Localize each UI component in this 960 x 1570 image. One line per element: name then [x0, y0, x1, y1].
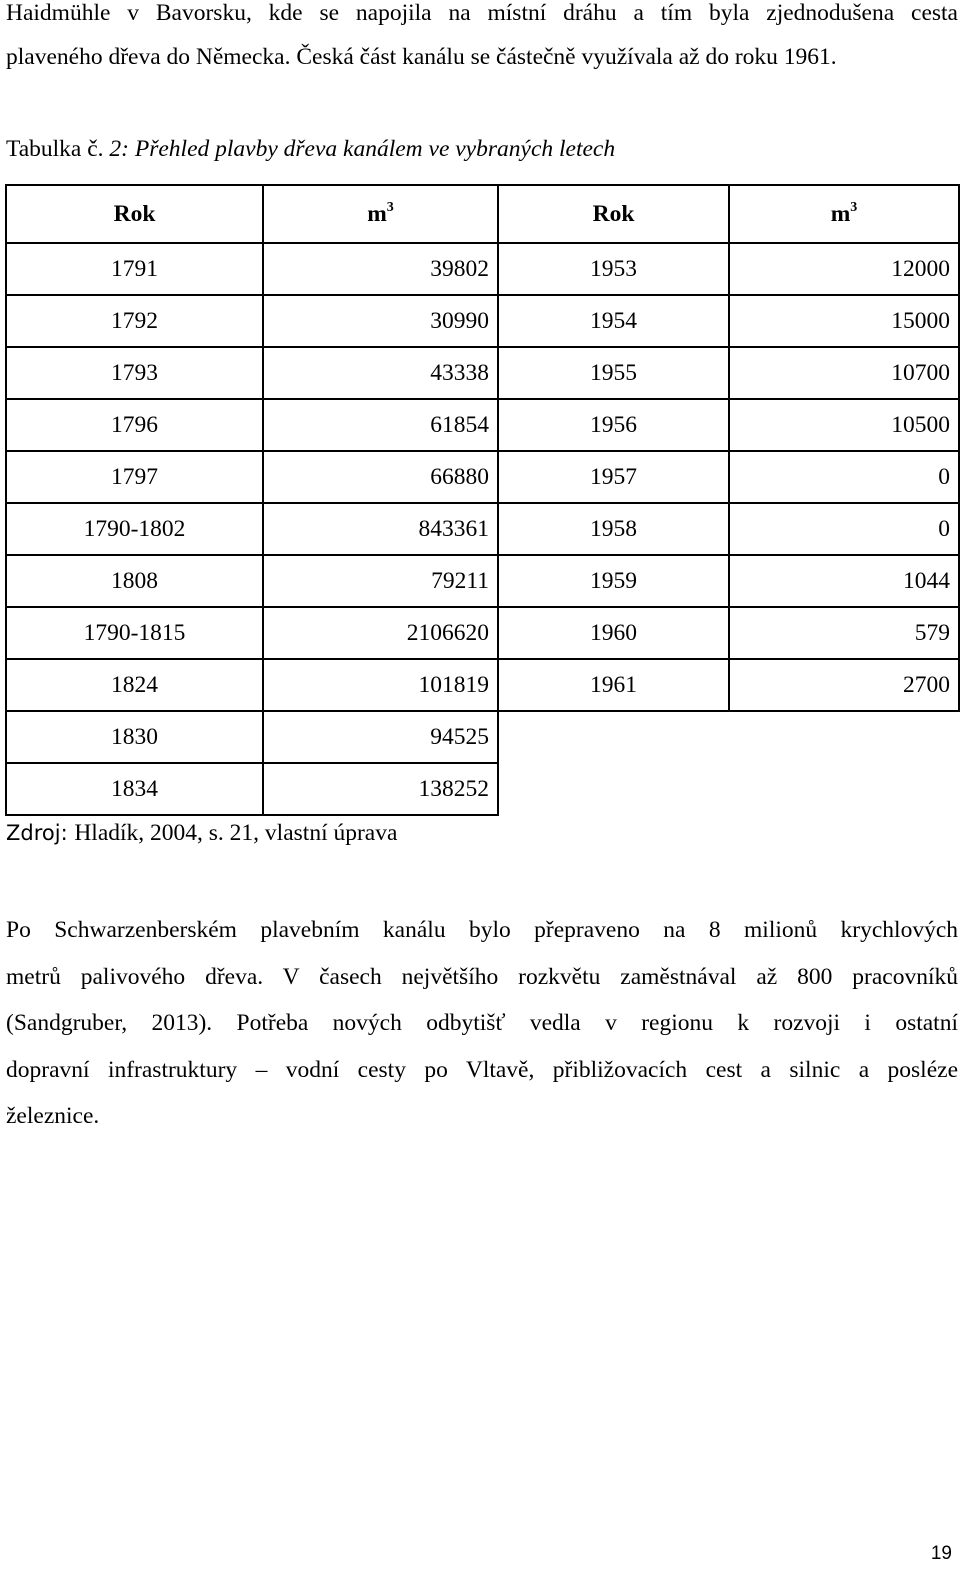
header-volume-1 — [263, 185, 498, 243]
cell-year-1: 1792 — [6, 295, 263, 347]
source-label: Zdroj: — [6, 821, 75, 845]
cell-year-1: 1830 — [6, 711, 263, 763]
cell-volume-1: 2106620 — [263, 607, 498, 659]
cell-year-1: 1793 — [6, 347, 263, 399]
cell-year-2 — [498, 763, 729, 815]
table-row — [6, 607, 959, 659]
table-caption — [6, 136, 615, 163]
header-year-2: Rok — [498, 185, 729, 243]
intro-line-1: Haidmühle v Bavorsku, kde se napojila na místní dráhu a tím byla zjednodušena cesta — [6, 0, 958, 26]
cell-year-2: 1958 — [498, 503, 729, 555]
cell-year-1: 1796 — [6, 399, 263, 451]
paragraph-line-1: Po Schwarzenberském plavebním kanálu bylo přepraveno na 8 milionů krychlových — [6, 917, 958, 943]
cell-year-1: 1790-1802 — [6, 503, 263, 555]
cell-year-2: 1955 — [498, 347, 729, 399]
cell-volume-1: 94525 — [263, 711, 498, 763]
cell-year-1: 1791 — [6, 243, 263, 295]
cell-volume-2: 10500 — [729, 399, 959, 451]
cell-year-2: 1953 — [498, 243, 729, 295]
header-year-1: Rok — [6, 185, 263, 243]
cell-year-2: 1957 — [498, 451, 729, 503]
table-source — [6, 820, 397, 847]
table-row — [6, 295, 959, 347]
table-row — [6, 243, 959, 295]
cell-year-2: 1959 — [498, 555, 729, 607]
header-volume-1-sup: 3 — [386, 200, 394, 215]
header-volume-2 — [729, 185, 959, 243]
table-row — [6, 451, 959, 503]
cell-year-2: 1956 — [498, 399, 729, 451]
cell-volume-1: 39802 — [263, 243, 498, 295]
cell-volume-2: 10700 — [729, 347, 959, 399]
cell-volume-1: 138252 — [263, 763, 498, 815]
page-number: 19 — [930, 1543, 952, 1564]
body-paragraph — [6, 907, 958, 1140]
table-row — [6, 711, 959, 763]
cell-volume-2 — [729, 711, 959, 763]
cell-volume-2: 2700 — [729, 659, 959, 711]
paragraph-line-2: metrů palivového dřeva. V časech největšího rozkvětu zaměstnával až 800 pracovníků — [6, 963, 958, 990]
source-text: Hladík, 2004, s. 21, vlastní úprava — [74, 820, 398, 846]
cell-year-1: 1790-1815 — [6, 607, 263, 659]
intro-line-2: plaveného dřeva do Německa. Česká část kanálu se částečně využívala až do roku 1961. — [6, 44, 837, 70]
table-header-row — [6, 185, 959, 243]
cell-volume-1: 101819 — [263, 659, 498, 711]
caption-lead: Tabulka č. — [6, 136, 110, 162]
paragraph-line-3: (Sandgruber, 2013). Potřeba nových odbytišť vedla v regionu k rozvoji i ostatní — [6, 1010, 958, 1036]
cell-volume-1: 843361 — [263, 503, 498, 555]
cell-year-1: 1797 — [6, 451, 263, 503]
cell-volume-2 — [729, 763, 959, 815]
table-row — [6, 347, 959, 399]
header-volume-2-unit: m — [830, 201, 851, 227]
paragraph-line-4: dopravní infrastruktury – vodní cesty po Vltavě, přibližovacích cest a silnic a posléze — [6, 1056, 958, 1083]
cell-year-1: 1834 — [6, 763, 263, 815]
cell-volume-2: 0 — [729, 451, 959, 503]
cell-volume-1: 61854 — [263, 399, 498, 451]
table-body — [6, 243, 959, 815]
cell-year-2: 1960 — [498, 607, 729, 659]
caption-title: 2: Přehled plavby dřeva kanálem ve vybraných letech — [109, 136, 616, 162]
cell-volume-2: 579 — [729, 607, 959, 659]
cell-volume-1: 79211 — [263, 555, 498, 607]
table-row — [6, 555, 959, 607]
cell-volume-2: 12000 — [729, 243, 959, 295]
cell-volume-2: 1044 — [729, 555, 959, 607]
table-row — [6, 763, 959, 815]
cell-volume-2: 0 — [729, 503, 959, 555]
header-volume-2-sup: 3 — [850, 200, 858, 215]
table-row — [6, 503, 959, 555]
cell-volume-2: 15000 — [729, 295, 959, 347]
cell-year-2 — [498, 711, 729, 763]
header-volume-1-unit: m — [367, 201, 387, 227]
paragraph-line-5: železnice. — [6, 1103, 100, 1129]
cell-year-1: 1824 — [6, 659, 263, 711]
cell-year-1: 1808 — [6, 555, 263, 607]
cell-volume-1: 66880 — [263, 451, 498, 503]
cell-volume-1: 43338 — [263, 347, 498, 399]
timber-floating-table — [5, 184, 960, 816]
table-row — [6, 659, 959, 711]
cell-year-2: 1954 — [498, 295, 729, 347]
table-row — [6, 399, 959, 451]
cell-year-2: 1961 — [498, 659, 729, 711]
cell-volume-1: 30990 — [263, 295, 498, 347]
